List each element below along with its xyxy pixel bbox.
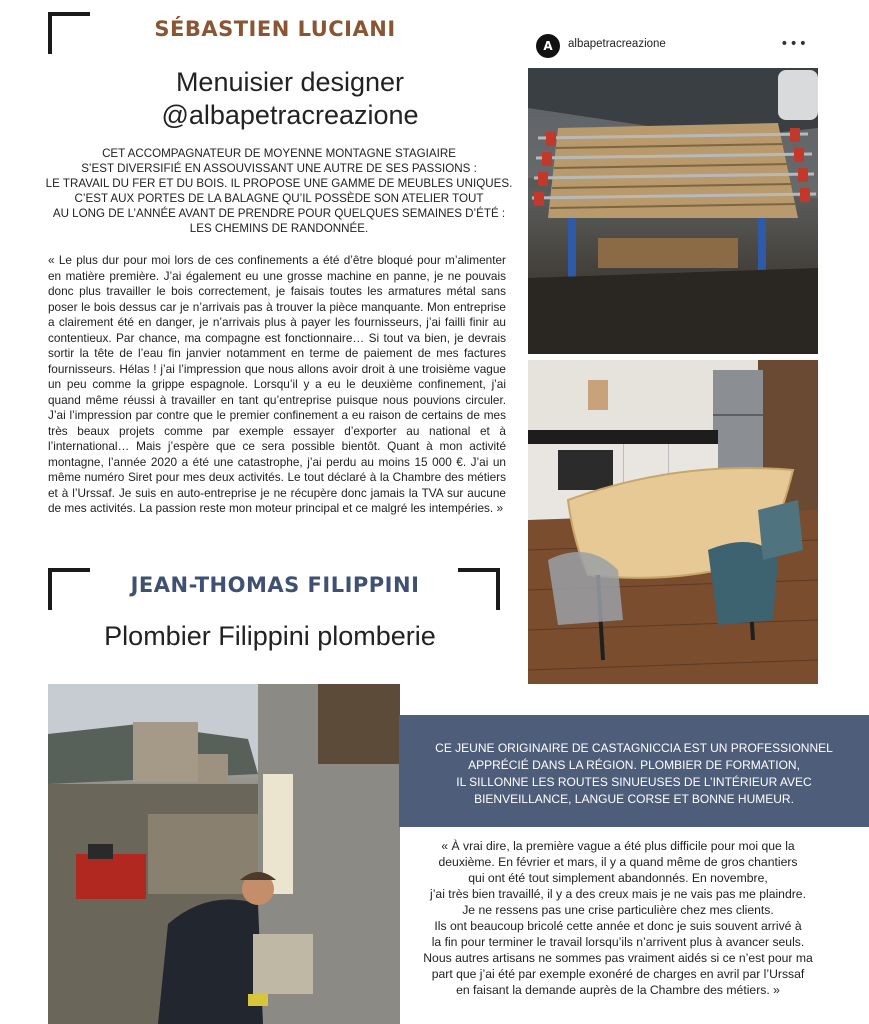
section2-quote: « À vrai dire, la première vague a été plus difficile pour moi que la deuxième. En février et mars, il y a quand même de gros chantiers qui ont été tout simplement abandonnés. En novembre, j’ai très bien travaillé, il y a des creux mais je ne vais pas me plaindre. Je ne ressens pas une crise particulière chez mes clients. Ils ont beaucoup bricolé cette année et donc je suis souvent arrivé à la fin pour terminer le travail lorsqu’ils n’arrivent plus à avancer seuls. Nous autres artisans ne sommes pas vraiment aidés si ce n’est pour ma part que j’ai été par exemple exonéré de charges en avril par l’Urssaf en faisant la demande auprès de la Chambre des métiers. » (423, 839, 813, 997)
section1-job-line1: Menuisier designer (175, 67, 405, 97)
section1-intro: CET ACCOMPAGNATEUR DE MOYENNE MONTAGNE STAGIAIRE S’EST DIVERSIFIÉ EN ASSOUVISSANT UNE AUTRE DE SES PASSIONS : LE TRAVAIL DU FER ET DU BOIS. IL PROPOSE UNE GAMME DE MEUBLES UNIQUES. C’EST AUX PORTES DE LA BALAGNE QU’IL POSSÈDE SON ATELIER TOUT AU LONG DE L’ANNÉE AVANT DE PRENDRE POUR QUELQUES SEMAINES D’ÉTÉ : LES CHEMINS DE RANDONNÉE. (45, 147, 513, 235)
corner-bracket-mid-right (458, 568, 500, 610)
kitchen-table-illustration (528, 360, 818, 684)
section1-job-title (80, 66, 500, 132)
more-options-icon[interactable]: ••• (780, 36, 808, 52)
workshop-table-illustration (528, 68, 818, 354)
instagram-header (530, 32, 816, 60)
corner-bracket-top-left (48, 12, 90, 54)
plumber-photo (48, 684, 400, 1024)
instagram-avatar[interactable]: A (536, 34, 560, 58)
kitchen-table-photo (528, 360, 818, 684)
plumber-illustration (48, 684, 400, 1024)
section1-name: SÉBASTIEN LUCIANI (154, 17, 396, 41)
corner-bracket-mid-left (48, 568, 90, 610)
section2-name: JEAN-THOMAS FILIPPINI (130, 573, 420, 597)
instagram-username[interactable]: albapetracreazione (568, 38, 666, 50)
section1-quote: « Le plus dur pour moi lors de ces confinements a été d’être bloqué pour m’alimenter en matière première. J’ai également eu une grosse machine en panne, je ne pouvais donc plus travailler le bois correctement, je faisais toutes les armatures métal sans poser le bois dessus car je n’arrivais pas à trouver la pièce manquante. Mon entreprise a clairement été en danger, je n’arrivais plus à payer les fournisseurs, j’ai failli finir au contentieux. Par chance, ma compagne est fonctionnaire… Si tout va bien, je devrais sortir la tête de l’eau fin janvier notamment en terme de paiement de mes factures fournisseurs. Hélas ! j’ai l’impression que nous allons avoir droit à une troisième vague un peu comme la grippe espagnole. Lorsqu’il y a eu le deuxième confinement, j’ai quand même réussi à travailler en tant qu’entreprise puisque nous pouvions circuler. J’ai l’impression par contre que le premier confinement a eu raison de certains de mes très beaux projets comme par exemple essayer d’exporter au national et à l’international… Mais j’espère que ce sera possible bientôt. Quant à mon activité montagne, l’année 2020 a été une catastrophe, j’ai perdu au moins 15 000 €. J’ai un même numéro Siret pour mes deux activités. Le tout déclaré à la Chambre des métiers et à l’Urssaf. Je suis en auto-entreprise je ne récupère donc jamais la TVA sur aucune de mes activités. La passion reste mon moteur principal et ce malgré les intempéries. » (48, 253, 506, 515)
workshop-table-photo (528, 68, 818, 354)
section1-job-line2: @albapetracreazione (161, 100, 419, 130)
section2-intro-box: CE JEUNE ORIGINAIRE DE CASTAGNICCIA EST UN PROFESSIONNEL APPRÉCIÉ DANS LA RÉGION. PLOMBIER DE FORMATION, IL SILLONNE LES ROUTES SINUEUSES DE L’INTÉRIEUR AVEC BIENVEILLANCE, LANGUE CORSE ET BONNE HUMEUR. (399, 715, 869, 827)
section2-job-title: Plombier Filippini plomberie (104, 621, 436, 651)
